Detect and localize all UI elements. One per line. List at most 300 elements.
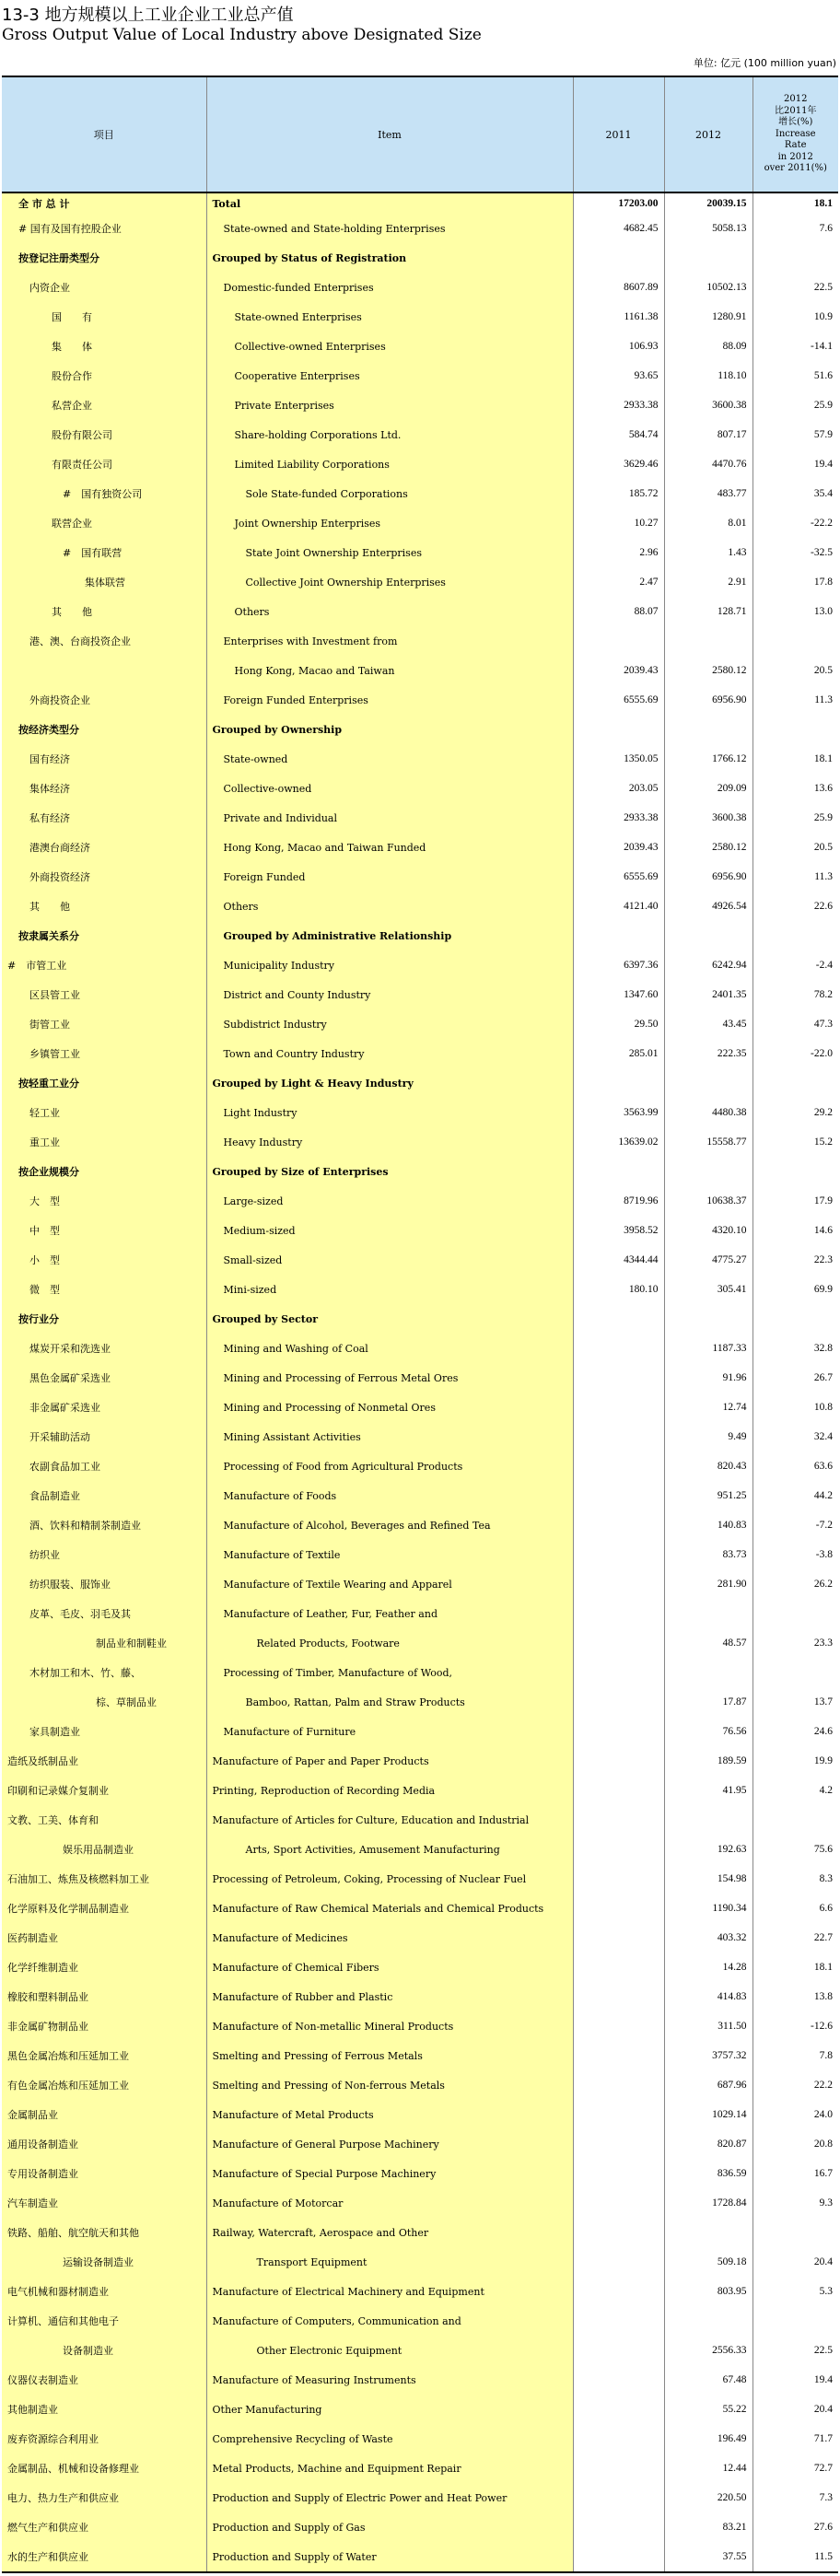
value-2011: 584.74: [573, 420, 664, 449]
value-2011: 3629.46: [573, 449, 664, 479]
row-label-cn: 印刷和记录媒介复制业: [2, 1776, 206, 1805]
row-label-cn: 纺织服装、服饰业: [2, 1569, 206, 1599]
value-2011: 2039.43: [573, 656, 664, 685]
increase-rate: [752, 1157, 838, 1186]
table-row: [2, 803, 838, 833]
increase-rate: 22.2: [813, 2080, 833, 2091]
value-2011: [573, 2159, 664, 2188]
row-label-cn: 燃气生产和供应业: [2, 2512, 206, 2542]
value-2011: [573, 626, 664, 656]
value-2011: [573, 1628, 664, 1658]
row-label-en: Subdistrict Industry: [206, 1009, 573, 1039]
table-row: [2, 2041, 838, 2070]
value-2012: [664, 626, 752, 656]
value-2011: [573, 2247, 664, 2277]
increase-rate: 6.6: [819, 1903, 833, 1914]
value-2012: 76.56: [664, 1717, 752, 1746]
industry-output-table: [2, 76, 838, 2573]
value-2012: 154.98: [664, 1864, 752, 1894]
header-2011: 2011: [573, 76, 664, 192]
value-2011: 2933.38: [573, 390, 664, 420]
row-label-cn: 非金属矿采选业: [2, 1393, 206, 1422]
row-label-cn: [2, 656, 206, 685]
row-label-en: State-owned: [206, 744, 573, 774]
table-row: [2, 2277, 838, 2306]
value-2011: [573, 1510, 664, 1540]
row-label-en: Hong Kong, Macao and Taiwan: [206, 656, 573, 685]
row-label-cn: 食品制造业: [2, 1481, 206, 1510]
row-label-cn: 按轻重工业分: [2, 1068, 206, 1098]
row-label-en: State-owned and State-holding Enterprises: [206, 214, 573, 243]
increase-rate: 63.6: [813, 1461, 833, 1472]
row-label-en: Arts, Sport Activities, Amusement Manufacturing: [206, 1835, 573, 1864]
value-2011: 3563.99: [573, 1098, 664, 1127]
increase-rate: 22.7: [813, 1932, 833, 1943]
row-label-en: Light Industry: [206, 1098, 573, 1127]
increase-rate: -22.2: [811, 518, 833, 529]
row-label-en: Grouped by Administrative Relationship: [206, 921, 573, 950]
increase-rate: 9.3: [819, 2197, 833, 2209]
value-2011: [573, 1805, 664, 1835]
increase-rate: 13.0: [813, 606, 833, 617]
table-row: [2, 1864, 838, 1894]
increase-rate: [752, 921, 838, 950]
increase-rate: 20.8: [813, 2139, 833, 2150]
row-label-en: Grouped by Light & Heavy Industry: [206, 1068, 573, 1098]
increase-rate: [752, 1068, 838, 1098]
unit-label: 单位: 亿元 (100 million yuan): [693, 57, 836, 69]
increase-rate: 20.4: [813, 2404, 833, 2415]
table-title-en: Gross Output Value of Local Industry above Designated Size: [2, 26, 482, 44]
value-2012: 8.01: [664, 508, 752, 538]
increase-rate: [752, 1599, 838, 1628]
row-label-en: Collective-owned: [206, 774, 573, 803]
table-row: [2, 1569, 838, 1599]
table-row: [2, 2159, 838, 2188]
increase-rate: 22.6: [813, 901, 833, 912]
table-row: [2, 1628, 838, 1658]
value-2012: 88.09: [664, 332, 752, 361]
table-row: [2, 2336, 838, 2365]
value-2011: 10.27: [573, 508, 664, 538]
table-row: [2, 2011, 838, 2041]
row-label-cn: 煤炭开采和洗选业: [2, 1334, 206, 1363]
row-label-en: Processing of Food from Agricultural Products: [206, 1451, 573, 1481]
value-2012: 1190.34: [664, 1894, 752, 1923]
table-row: [2, 1746, 838, 1776]
row-label-cn: 小 型: [2, 1245, 206, 1275]
increase-rate: 10.8: [813, 1402, 833, 1413]
row-label-en: Municipality Industry: [206, 950, 573, 980]
table-row: [2, 1245, 838, 1275]
increase-rate: 11.5: [814, 2551, 833, 2562]
value-2011: 2.96: [573, 538, 664, 567]
value-2012: 209.09: [664, 774, 752, 803]
row-label-en: Manufacture of Textile: [206, 1540, 573, 1569]
table-row: [2, 1422, 838, 1451]
table-row: [2, 774, 838, 803]
row-label-en: Domestic-funded Enterprises: [206, 273, 573, 302]
value-2012: 2.91: [664, 567, 752, 597]
table-row: [2, 715, 838, 744]
value-2011: 203.05: [573, 774, 664, 803]
table-row: [2, 2542, 838, 2572]
value-2011: [573, 1599, 664, 1628]
value-2012: 5058.13: [664, 214, 752, 243]
table-row: [2, 2247, 838, 2277]
increase-rate: [752, 2306, 838, 2336]
increase-rate: 47.3: [813, 1019, 833, 1030]
value-2012: 192.63: [664, 1835, 752, 1864]
value-2011: [573, 2129, 664, 2159]
row-label-en: Comprehensive Recycling of Waste: [206, 2424, 573, 2454]
value-2012: 222.35: [664, 1039, 752, 1068]
row-label-cn: 纺织业: [2, 1540, 206, 1569]
table-row: [2, 626, 838, 656]
value-2012: 414.83: [664, 1982, 752, 2011]
table-row: [2, 273, 838, 302]
value-2012: [664, 1658, 752, 1687]
table-row: [2, 1599, 838, 1628]
row-label-cn: 专用设备制造业: [2, 2159, 206, 2188]
value-2011: [573, 1068, 664, 1098]
value-2011: 285.01: [573, 1039, 664, 1068]
table-row: [2, 1186, 838, 1216]
value-2011: [573, 2454, 664, 2483]
row-label-en: Town and Country Industry: [206, 1039, 573, 1068]
increase-rate: 20.4: [813, 2256, 833, 2267]
value-2012: 118.10: [664, 361, 752, 390]
value-2011: 1350.05: [573, 744, 664, 774]
value-2011: [573, 2041, 664, 2070]
row-label-en: Others: [206, 892, 573, 921]
row-label-en: Hong Kong, Macao and Taiwan Funded: [206, 833, 573, 862]
increase-rate: [752, 243, 838, 273]
value-2011: 6555.69: [573, 685, 664, 715]
value-2012: 820.43: [664, 1451, 752, 1481]
value-2012: 3600.38: [664, 803, 752, 833]
row-label-cn: 大 型: [2, 1186, 206, 1216]
value-2012: 67.48: [664, 2365, 752, 2395]
row-label-cn: 其他制造业: [2, 2395, 206, 2424]
value-2012: 1.43: [664, 538, 752, 567]
value-2011: [573, 1835, 664, 1864]
increase-rate: 22.5: [813, 2345, 833, 2356]
increase-rate: 25.9: [813, 400, 833, 411]
row-label-cn: 皮革、毛皮、羽毛及其: [2, 1599, 206, 1628]
value-2012: 12.74: [664, 1393, 752, 1422]
header-increase-rate: 2012 比2011年 增长(%) Increase Rate in 2012 over 2011(%): [752, 76, 838, 192]
table-row: [2, 1039, 838, 1068]
row-label-cn: 仪器仪表制造业: [2, 2365, 206, 2395]
value-2011: [573, 2011, 664, 2041]
value-2012: 41.95: [664, 1776, 752, 1805]
row-label-cn: 街管工业: [2, 1009, 206, 1039]
table-row: [2, 1687, 838, 1717]
row-label-cn: 区县管工业: [2, 980, 206, 1009]
table-row: [2, 1510, 838, 1540]
increase-rate: 5.3: [819, 2286, 833, 2297]
table-row: [2, 2512, 838, 2542]
table-row: [2, 1009, 838, 1039]
table-row: [2, 1127, 838, 1157]
table-row: [2, 302, 838, 332]
value-2012: 2556.33: [664, 2336, 752, 2365]
increase-rate: 75.6: [813, 1844, 833, 1855]
row-label-cn: 电气机械和器材制造业: [2, 2277, 206, 2306]
value-2011: [573, 2070, 664, 2100]
value-2012: [664, 1599, 752, 1628]
table-row: [2, 980, 838, 1009]
table-row: [2, 1805, 838, 1835]
value-2011: 8719.96: [573, 1186, 664, 1216]
row-label-cn: 有色金属冶炼和压延加工业: [2, 2070, 206, 2100]
header-2012: 2012: [664, 76, 752, 192]
value-2012: 10502.13: [664, 273, 752, 302]
value-2012: 189.59: [664, 1746, 752, 1776]
value-2011: [573, 1776, 664, 1805]
row-label-en: Manufacture of Alcohol, Beverages and Refined Tea: [206, 1510, 573, 1540]
row-label-en: Manufacture of Chemical Fibers: [206, 1952, 573, 1982]
row-label-en: Private Enterprises: [206, 390, 573, 420]
table-row: [2, 538, 838, 567]
value-2011: [573, 1658, 664, 1687]
increase-rate: 19.9: [813, 1755, 833, 1766]
value-2012: 2580.12: [664, 656, 752, 685]
value-2012: 687.96: [664, 2070, 752, 2100]
table-row: [2, 2070, 838, 2100]
row-label-en: Sole State-funded Corporations: [206, 479, 573, 508]
increase-rate: 78.2: [813, 989, 833, 1000]
row-label-cn: 铁路、船舶、航空航天和其他: [2, 2218, 206, 2247]
value-2012: 6956.90: [664, 862, 752, 892]
table-row: [2, 2129, 838, 2159]
increase-rate: 44.2: [813, 1490, 833, 1501]
value-2011: 4344.44: [573, 1245, 664, 1275]
increase-rate: 13.8: [813, 1991, 833, 2002]
row-label-cn: 木材加工和木、竹、藤、: [2, 1658, 206, 1687]
value-2012: 2580.12: [664, 833, 752, 862]
value-2011: [573, 2483, 664, 2512]
value-2012: 4470.76: [664, 449, 752, 479]
table-row: [2, 1982, 838, 2011]
row-label-cn: 设备制造业: [2, 2336, 206, 2365]
row-label-en: Smelting and Pressing of Non-ferrous Metals: [206, 2070, 573, 2100]
value-2011: 93.65: [573, 361, 664, 390]
row-label-cn: 棕、草制品业: [2, 1687, 206, 1717]
table-row: [2, 243, 838, 273]
increase-rate: [752, 1304, 838, 1334]
row-label-cn: 水的生产和供应业: [2, 2542, 206, 2572]
row-label-cn: 通用设备制造业: [2, 2129, 206, 2159]
value-2012: 128.71: [664, 597, 752, 626]
row-label-en: Manufacture of Articles for Culture, Education and Industrial: [206, 1805, 573, 1835]
table-row: [2, 1481, 838, 1510]
value-2011: 13639.02: [573, 1127, 664, 1157]
table-row: [2, 1216, 838, 1245]
row-label-cn: 中 型: [2, 1216, 206, 1245]
value-2012: 48.57: [664, 1628, 752, 1658]
value-2012: [664, 715, 752, 744]
row-label-en: Manufacture of Textile Wearing and Apparel: [206, 1569, 573, 1599]
row-label-en: Production and Supply of Water: [206, 2542, 573, 2572]
value-2011: 4682.45: [573, 214, 664, 243]
value-2012: 55.22: [664, 2395, 752, 2424]
row-label-cn: # 市管工业: [2, 950, 206, 980]
header-item-cn: 项目: [2, 76, 206, 192]
value-2011: [573, 1422, 664, 1451]
increase-rate: 13.6: [813, 783, 833, 794]
row-label-cn: 家具制造业: [2, 1717, 206, 1746]
value-2011: 2933.38: [573, 803, 664, 833]
table-row: [2, 1776, 838, 1805]
row-label-en: Production and Supply of Electric Power and Heat Power: [206, 2483, 573, 2512]
value-2012: 91.96: [664, 1363, 752, 1393]
table-row: [2, 1923, 838, 1952]
row-label-en: District and County Industry: [206, 980, 573, 1009]
table-row: [2, 2306, 838, 2336]
increase-rate: 51.6: [813, 370, 833, 381]
row-label-cn: 计算机、通信和其他电子: [2, 2306, 206, 2336]
table-row: [2, 2365, 838, 2395]
row-label-en: Small-sized: [206, 1245, 573, 1275]
row-label-cn: # 国有独资公司: [2, 479, 206, 508]
row-label-en: Manufacture of Leather, Fur, Feather and: [206, 1599, 573, 1628]
value-2011: [573, 1894, 664, 1923]
value-2012: 807.17: [664, 420, 752, 449]
table-row: [2, 2483, 838, 2512]
value-2011: [573, 1363, 664, 1393]
value-2011: 4121.40: [573, 892, 664, 921]
value-2012: 803.95: [664, 2277, 752, 2306]
table-row: [2, 2395, 838, 2424]
value-2012: 6242.94: [664, 950, 752, 980]
value-2012: 20039.15: [664, 192, 752, 214]
value-2011: [573, 2424, 664, 2454]
increase-rate: 26.2: [813, 1579, 833, 1590]
value-2012: [664, 921, 752, 950]
value-2012: 509.18: [664, 2247, 752, 2277]
row-label-en: Grouped by Sector: [206, 1304, 573, 1334]
row-label-en: Metal Products, Machine and Equipment Repair: [206, 2454, 573, 2483]
row-label-en: Manufacture of Electrical Machinery and Equipment: [206, 2277, 573, 2306]
value-2011: 185.72: [573, 479, 664, 508]
value-2012: 1728.84: [664, 2188, 752, 2218]
row-label-cn: 石油加工、炼焦及核燃料加工业: [2, 1864, 206, 1894]
table-row: [2, 1952, 838, 1982]
value-2011: [573, 715, 664, 744]
row-label-cn: 私营企业: [2, 390, 206, 420]
value-2011: [573, 1393, 664, 1422]
row-label-en: Smelting and Pressing of Ferrous Metals: [206, 2041, 573, 2070]
table-row: [2, 2424, 838, 2454]
value-2012: 12.44: [664, 2454, 752, 2483]
row-label-cn: 微 型: [2, 1275, 206, 1304]
row-label-cn: 橡胶和塑料制品业: [2, 1982, 206, 2011]
row-label-cn: 制品业和制鞋业: [2, 1628, 206, 1658]
row-label-en: Medium-sized: [206, 1216, 573, 1245]
row-label-en: Foreign Funded: [206, 862, 573, 892]
increase-rate: 26.7: [813, 1372, 833, 1383]
row-label-cn: 集体联营: [2, 567, 206, 597]
value-2012: 305.41: [664, 1275, 752, 1304]
value-2012: 83.73: [664, 1540, 752, 1569]
value-2012: 37.55: [664, 2542, 752, 2572]
row-label-en: Manufacture of Furniture: [206, 1717, 573, 1746]
value-2012: 83.21: [664, 2512, 752, 2542]
row-label-en: Joint Ownership Enterprises: [206, 508, 573, 538]
value-2011: [573, 2100, 664, 2129]
increase-rate: 72.7: [813, 2463, 833, 2474]
table-row: [2, 508, 838, 538]
table-row: [2, 567, 838, 597]
row-label-en: Share-holding Corporations Ltd.: [206, 420, 573, 449]
increase-rate: 20.5: [813, 842, 833, 853]
value-2012: [664, 2306, 752, 2336]
value-2011: [573, 243, 664, 273]
increase-rate: [752, 1658, 838, 1687]
increase-rate: 18.1: [813, 753, 833, 764]
row-label-cn: 轻工业: [2, 1098, 206, 1127]
increase-rate: 22.3: [813, 1254, 833, 1265]
value-2011: 2039.43: [573, 833, 664, 862]
table-row: [2, 2100, 838, 2129]
value-2012: 3757.32: [664, 2041, 752, 2070]
increase-rate: 22.5: [813, 282, 833, 293]
value-2011: [573, 2306, 664, 2336]
value-2012: 403.32: [664, 1923, 752, 1952]
row-label-en: Total: [206, 192, 573, 214]
increase-rate: -22.0: [811, 1048, 833, 1059]
increase-rate: 7.3: [819, 2492, 833, 2503]
value-2011: [573, 1481, 664, 1510]
row-label-cn: 非金属矿物制品业: [2, 2011, 206, 2041]
row-label-en: State Joint Ownership Enterprises: [206, 538, 573, 567]
value-2012: [664, 1304, 752, 1334]
row-label-cn: 私有经济: [2, 803, 206, 833]
table-row: [2, 1304, 838, 1334]
table-row: [2, 2454, 838, 2483]
increase-rate: 32.4: [813, 1431, 833, 1442]
increase-rate: 11.3: [814, 871, 833, 882]
increase-rate: 7.8: [819, 2050, 833, 2061]
value-2011: [573, 1687, 664, 1717]
value-2011: [573, 1982, 664, 2011]
row-label-en: Others: [206, 597, 573, 626]
table-row: [2, 921, 838, 950]
value-2012: 1766.12: [664, 744, 752, 774]
value-2012: [664, 1805, 752, 1835]
increase-rate: 32.8: [813, 1343, 833, 1354]
row-label-en: Manufacture of Computers, Communication and: [206, 2306, 573, 2336]
row-label-en: Manufacture of Measuring Instruments: [206, 2365, 573, 2395]
value-2012: 836.59: [664, 2159, 752, 2188]
row-label-cn: 按登记注册类型分: [2, 243, 206, 273]
increase-rate: 17.8: [813, 577, 833, 588]
increase-rate: 18.1: [813, 1962, 833, 1973]
increase-rate: 19.4: [813, 2374, 833, 2385]
value-2012: 140.83: [664, 1510, 752, 1540]
increase-rate: [752, 2218, 838, 2247]
value-2012: 4926.54: [664, 892, 752, 921]
table-row: [2, 862, 838, 892]
increase-rate: 35.4: [813, 488, 833, 499]
row-label-en: Mining and Washing of Coal: [206, 1334, 573, 1363]
value-2011: [573, 1952, 664, 1982]
row-label-cn: 股份合作: [2, 361, 206, 390]
row-label-cn: 内资企业: [2, 273, 206, 302]
increase-rate: 7.6: [819, 223, 833, 234]
